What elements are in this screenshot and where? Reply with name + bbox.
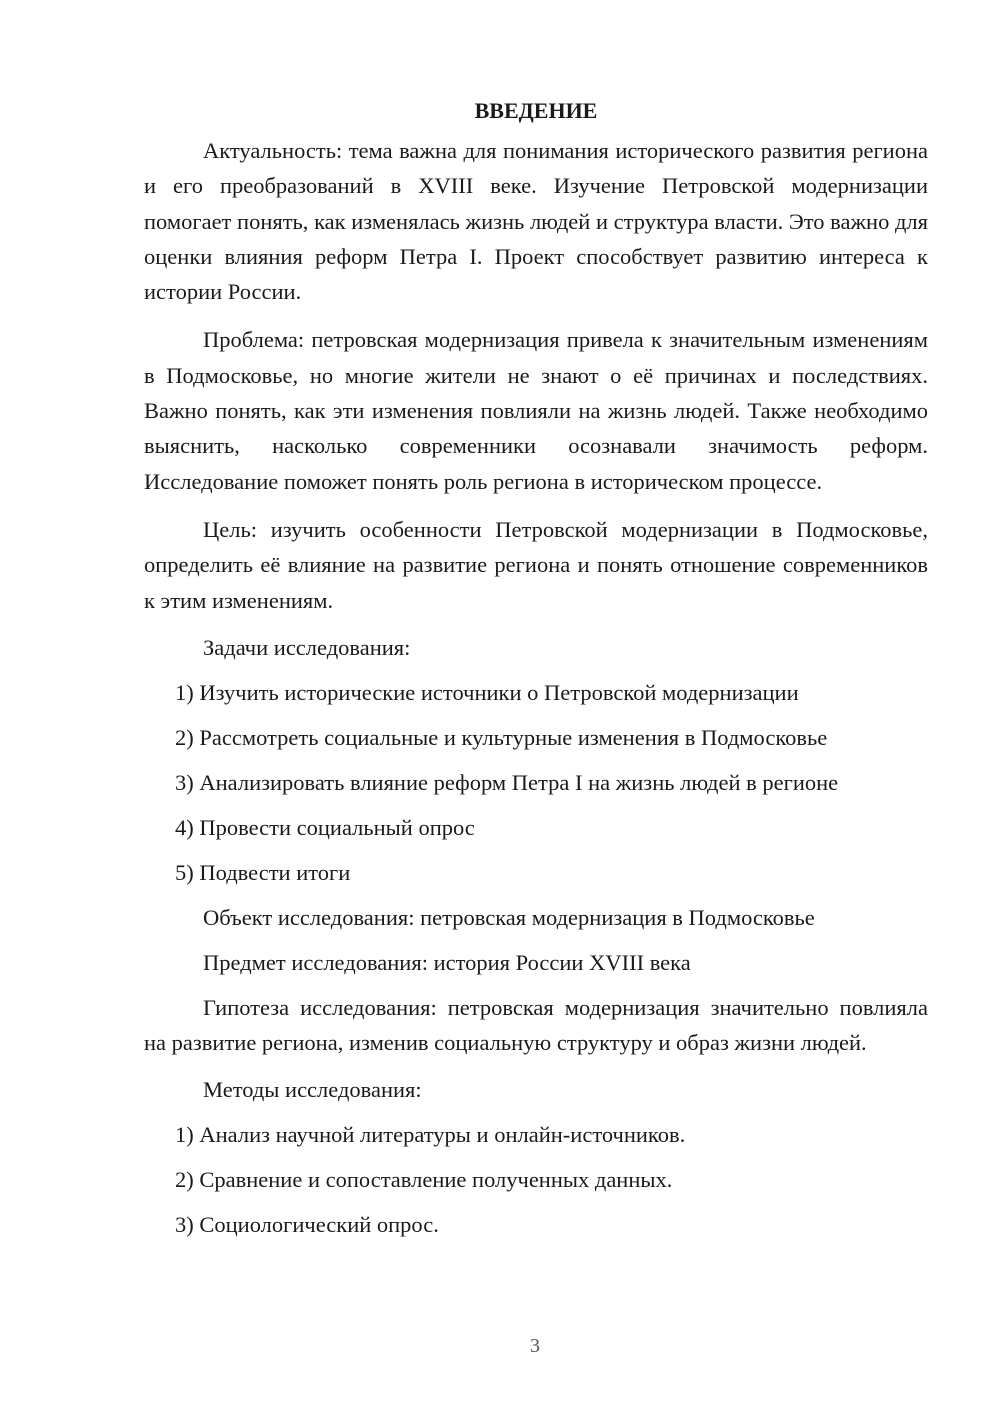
hypothesis-paragraph: Гипотеза исследования: петровская модернизация значительно повлияла на развитие региона, изменив социальную структуру и образ жизни людей.	[144, 994, 928, 1056]
page-number: 3	[530, 1335, 540, 1357]
section-heading: ВВЕДЕНИЕ	[474, 98, 598, 123]
document-page	[144, 96, 928, 1242]
problem-paragraph: Проблема: петровская модернизация привела к значительным изменениям в Подмосковье, но многие жители не знают о её причинах и последствиях. Важно понять, как эти изменения повлияли на жизнь людей. Также необходимо выяснить, насколько современники осознавали значимость реформ. Исследование поможет понять роль региона в историческом процессе.	[144, 327, 928, 494]
tasks-title: Задачи исследования:	[203, 634, 411, 660]
task-item: 1) Изучить исторические источники о Петровской модернизации	[175, 679, 799, 705]
task-item: 2) Рассмотреть социальные и культурные изменения в Подмосковье	[175, 724, 828, 750]
goal-paragraph: Цель: изучить особенности Петровской модернизации в Подмосковье, определить её влияние на развитие региона и понять отношение современников к этим изменениям.	[144, 516, 928, 613]
task-item: 3) Анализировать влияние реформ Петра I на жизнь людей в регионе	[175, 769, 839, 795]
relevance-paragraph: Актуальность: тема важна для понимания исторического развития региона и его преобразований в XVIII веке. Изучение Петровской модернизации помогает понять, как изменялась жизнь людей и структура власти. Это важно для оценки влияния реформ Петра I. Проект способствует развитию интереса к истории России.	[144, 138, 928, 305]
method-item: 2) Сравнение и сопоставление полученных данных.	[175, 1167, 673, 1193]
method-item: 3) Социологический опрос.	[175, 1212, 439, 1238]
research-object: Объект исследования: петровская модернизация в Подмосковье	[203, 904, 815, 930]
method-item: 1) Анализ научной литературы и онлайн-источников.	[175, 1122, 686, 1148]
methods-title: Методы исследования:	[203, 1077, 422, 1103]
task-item: 4) Провести социальный опрос	[175, 814, 475, 840]
task-item: 5) Подвести итоги	[175, 859, 351, 885]
research-subject: Предмет исследования: история России XVIII века	[203, 949, 691, 975]
